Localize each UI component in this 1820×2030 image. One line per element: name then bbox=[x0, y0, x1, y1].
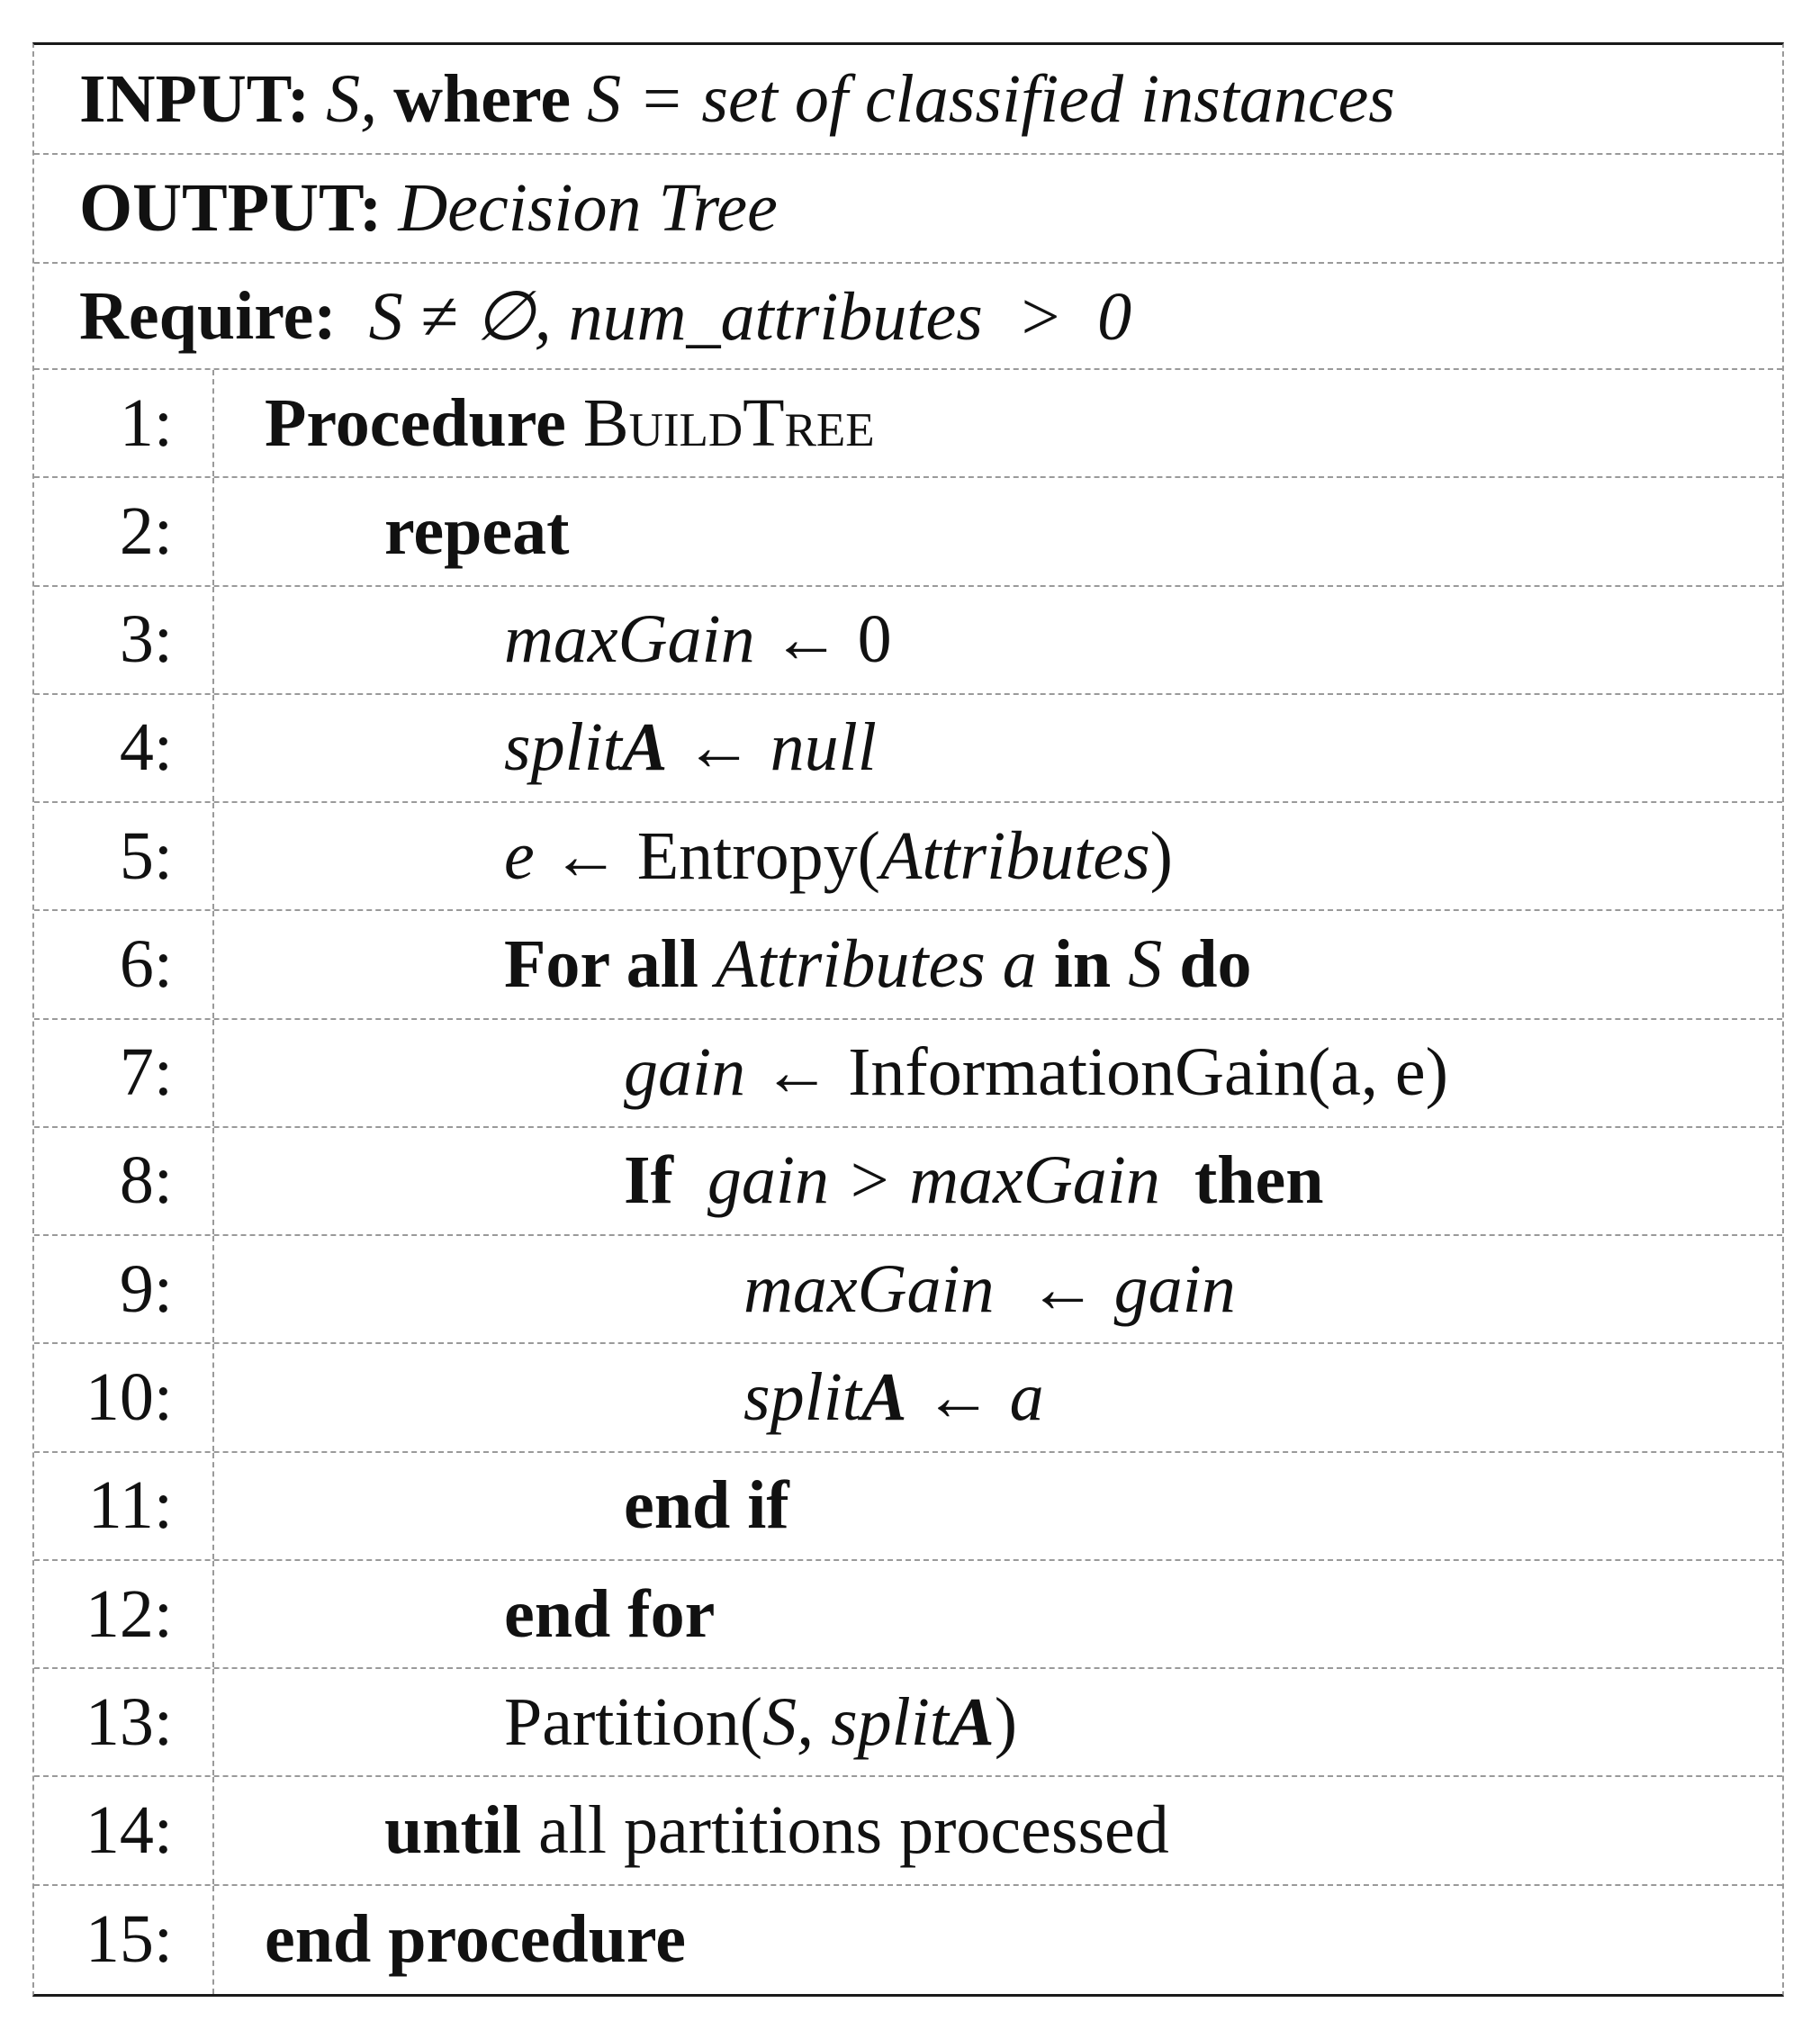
code-token: Partition( bbox=[504, 1683, 763, 1760]
pseudocode-line bbox=[34, 911, 1782, 1019]
code-token: gain bbox=[1113, 1250, 1236, 1327]
output-value: Decision Tree bbox=[398, 170, 778, 246]
pseudocode-line bbox=[34, 1777, 1782, 1885]
input-row bbox=[34, 45, 1782, 155]
code-token: in bbox=[1036, 925, 1129, 1002]
code-token: null bbox=[770, 709, 877, 786]
line-code bbox=[214, 1128, 1324, 1234]
code-token: end if bbox=[624, 1467, 789, 1544]
code-token: then bbox=[1159, 1142, 1324, 1219]
code-token: A bbox=[860, 1359, 907, 1436]
code-token: until bbox=[384, 1792, 522, 1869]
code-token: A bbox=[621, 709, 668, 786]
line-number: 4: bbox=[34, 695, 214, 801]
pseudocode-line bbox=[34, 695, 1782, 803]
code-token: e bbox=[504, 817, 535, 894]
code-token: S, split bbox=[762, 1683, 949, 1760]
line-number: 3: bbox=[34, 587, 214, 693]
line-number: 1: bbox=[34, 370, 214, 476]
code-token: ← Entropy( bbox=[534, 817, 880, 894]
code-token: split bbox=[504, 709, 622, 786]
code-token: gain bbox=[624, 1034, 746, 1111]
input-label: INPUT: bbox=[79, 60, 311, 137]
line-code bbox=[214, 803, 1173, 909]
line-code bbox=[214, 1777, 1169, 1883]
pseudocode-line bbox=[34, 1561, 1782, 1669]
code-token: ← 0 bbox=[754, 601, 892, 678]
line-number: 8: bbox=[34, 1128, 214, 1234]
line-code bbox=[214, 587, 892, 693]
line-number: 5: bbox=[34, 803, 214, 909]
require-expression: S ≠ ∅, num_attributes > 0 bbox=[368, 279, 1132, 355]
pseudocode-line bbox=[34, 478, 1782, 586]
pseudocode-line bbox=[34, 803, 1782, 911]
line-code bbox=[214, 478, 569, 584]
code-token: A bbox=[949, 1683, 995, 1760]
require-label: Require: bbox=[79, 277, 337, 354]
code-token: Attributes a bbox=[716, 925, 1037, 1002]
line-number: 6: bbox=[34, 911, 214, 1017]
code-token: ← InformationGain(a, e) bbox=[745, 1034, 1448, 1111]
code-token: split bbox=[743, 1359, 861, 1436]
pseudocode-line bbox=[34, 370, 1782, 478]
line-number: 7: bbox=[34, 1020, 214, 1126]
line-code bbox=[214, 1886, 686, 1994]
output-row bbox=[34, 155, 1782, 264]
line-number: 11: bbox=[34, 1453, 214, 1559]
line-code bbox=[214, 1669, 1017, 1775]
code-token: do bbox=[1162, 925, 1252, 1002]
code-token: repeat bbox=[384, 492, 570, 569]
pseudocode-line bbox=[34, 1020, 1782, 1128]
code-token: end for bbox=[504, 1575, 716, 1652]
code-token: maxGain bbox=[504, 601, 755, 678]
line-code bbox=[214, 1561, 715, 1667]
pseudocode-line bbox=[34, 1128, 1782, 1236]
line-number: 9: bbox=[34, 1236, 214, 1342]
line-number: 14: bbox=[34, 1777, 214, 1883]
pseudocode-line bbox=[34, 1344, 1782, 1452]
code-token: ← bbox=[667, 709, 770, 786]
code-token: ) bbox=[1149, 817, 1173, 894]
pseudocode-line bbox=[34, 1453, 1782, 1561]
input-definition: S = set of classified instances bbox=[587, 60, 1395, 137]
line-code bbox=[214, 370, 875, 476]
require-row bbox=[34, 264, 1782, 370]
pseudocode-line bbox=[34, 1236, 1782, 1344]
line-number: 2: bbox=[34, 478, 214, 584]
code-token: For all bbox=[504, 925, 716, 1002]
code-token: a bbox=[1009, 1359, 1044, 1436]
line-number: 10: bbox=[34, 1344, 214, 1450]
code-token: Attributes bbox=[879, 817, 1150, 894]
code-token: ← bbox=[994, 1250, 1114, 1327]
line-number: 12: bbox=[34, 1561, 214, 1667]
pseudocode-line bbox=[34, 1886, 1782, 1994]
code-token: If bbox=[624, 1142, 707, 1219]
code-token: Procedure bbox=[265, 384, 583, 461]
line-code bbox=[214, 1236, 1236, 1342]
line-code bbox=[214, 1453, 789, 1559]
input-where: where bbox=[393, 60, 572, 137]
code-token: all partitions processed bbox=[521, 1792, 1169, 1869]
pseudocode-line bbox=[34, 1669, 1782, 1777]
line-code bbox=[214, 911, 1251, 1017]
code-token: maxGain bbox=[743, 1250, 995, 1327]
line-number: 13: bbox=[34, 1669, 214, 1775]
input-var: S, bbox=[326, 60, 378, 137]
line-number: 15: bbox=[34, 1886, 214, 1994]
code-token: gain > maxGain bbox=[707, 1142, 1160, 1219]
output-label: OUTPUT: bbox=[79, 170, 383, 246]
line-code bbox=[214, 1344, 1044, 1450]
code-token: ← bbox=[906, 1359, 1010, 1436]
algorithm-box bbox=[32, 42, 1784, 1997]
pseudocode-line bbox=[34, 587, 1782, 695]
code-token: BuildTree bbox=[582, 384, 875, 461]
code-token: end procedure bbox=[265, 1901, 686, 1978]
line-code bbox=[214, 1020, 1448, 1126]
line-code bbox=[214, 695, 877, 801]
code-token: ) bbox=[994, 1683, 1018, 1760]
code-token: S bbox=[1128, 925, 1163, 1002]
